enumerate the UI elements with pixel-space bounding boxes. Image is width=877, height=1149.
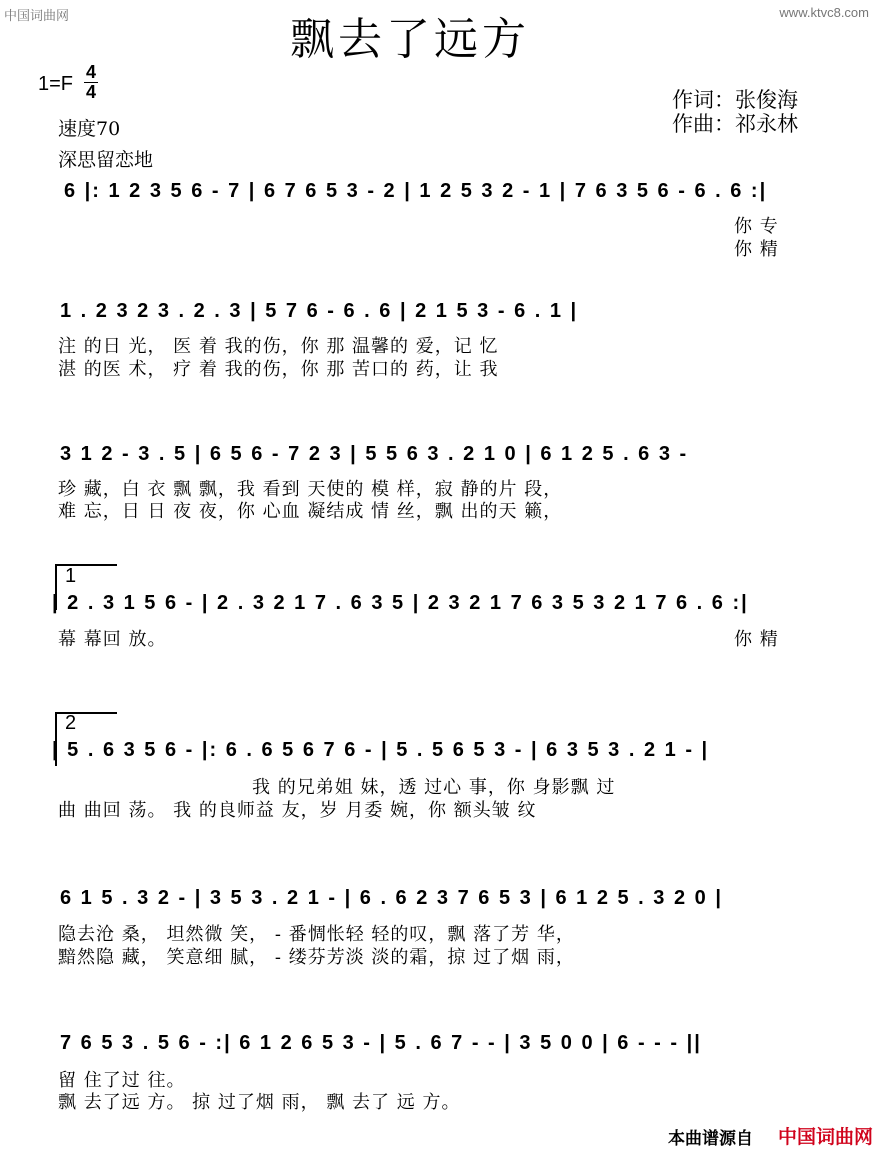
lyric-verse-1: 我 的兄弟姐 妹，透 过心 事，你 身影飘 过 bbox=[252, 777, 616, 798]
time-signature-bottom: 4 bbox=[85, 82, 96, 102]
watermark-left: 中国词曲网 bbox=[4, 8, 70, 23]
tempo-label: 速度70 bbox=[58, 118, 121, 140]
lyric-verse-2: 飘 去了远 方。 掠 过了烟 雨， 飘 去了 远 方。 bbox=[58, 1092, 461, 1113]
lyric-verse-1: 留 住了过 往。 bbox=[58, 1070, 186, 1091]
notation-line: | 5 . 6 3 5 6 - |: 6 . 6 5 6 7 6 - | 5 . 5 6 5 3 - | 6 3 5 3 . 2 1 - | bbox=[52, 739, 710, 761]
time-signature bbox=[84, 63, 98, 101]
lyricist: 作词：张俊海 bbox=[672, 88, 798, 112]
key-signature: 1=F bbox=[38, 73, 74, 95]
footer-site-link[interactable]: 中国词曲网 bbox=[778, 1126, 874, 1148]
lyric-verse-2: 难 忘，日 日 夜 夜，你 心血 凝结成 情 丝，飘 出的天 籁， bbox=[58, 501, 563, 522]
expression-label: 深思留恋地 bbox=[58, 149, 154, 171]
lyric-verse-1: 幕 幕回 放。 bbox=[58, 629, 167, 650]
lyric-verse-1: 你 专 bbox=[734, 216, 779, 237]
lyric-verse-1: 珍 藏，白 衣 飘 飘，我 看到 天使的 模 样，寂 静的片 段， bbox=[58, 479, 563, 500]
lyric-verse-2: 曲 曲回 荡。 我 的良师益 友，岁 月委 婉，你 额头皱 纹 bbox=[58, 800, 537, 821]
lyric-verse-1: 隐去沧 桑， 坦然微 笑， - 番惆怅轻 轻的叹，飘 落了芳 华， bbox=[58, 924, 575, 945]
notation-line: | 2 . 3 1 5 6 - | 2 . 3 2 1 7 . 6 3 5 | 2 3 2 1 7 6 3 5 3 2 1 7 6 . 6 :| bbox=[52, 592, 749, 614]
volta-number: 1 bbox=[65, 565, 77, 587]
lyric-verse-2: 你 精 bbox=[734, 629, 779, 650]
lyric-verse-1: 注 的日 光， 医 着 我的伤，你 那 温馨的 爱，记 忆 bbox=[58, 336, 499, 357]
footer-source: 本曲谱源自 bbox=[668, 1129, 753, 1149]
notation-line: 6 |: 1 2 3 5 6 - 7 | 6 7 6 5 3 - 2 | 1 2 5 3 2 - 1 | 7 6 3 5 6 - 6 . 6 :| bbox=[64, 180, 768, 202]
notation-line: 7 6 5 3 . 5 6 - :| 6 1 2 6 5 3 - | 5 . 6 7 - - | 3 5 0 0 | 6 - - - || bbox=[60, 1032, 702, 1054]
lyric-verse-2: 湛 的医 术， 疗 着 我的伤，你 那 苦口的 药，让 我 bbox=[58, 359, 499, 380]
composer: 作曲：祁永林 bbox=[672, 112, 798, 136]
notation-line: 1 . 2 3 2 3 . 2 . 3 | 5 7 6 - 6 . 6 | 2 1 5 3 - 6 . 1 | bbox=[60, 300, 579, 322]
notation-line: 3 1 2 - 3 . 5 | 6 5 6 - 7 2 3 | 5 5 6 3 . 2 1 0 | 6 1 2 5 . 6 3 - bbox=[60, 443, 689, 465]
time-signature-top: 4 bbox=[85, 62, 96, 82]
volta-number: 2 bbox=[65, 712, 77, 734]
notation-line: 6 1 5 . 3 2 - | 3 5 3 . 2 1 - | 6 . 6 2 3 7 6 5 3 | 6 1 2 5 . 3 2 0 | bbox=[60, 887, 723, 909]
song-title: 飘去了远方 bbox=[290, 14, 530, 65]
lyric-verse-2: 黯然隐 藏， 笑意细 腻， - 缕芬芳淡 淡的霜，掠 过了烟 雨， bbox=[58, 947, 575, 968]
watermark-right: www.ktvc8.com bbox=[779, 5, 869, 20]
lyric-verse-2: 你 精 bbox=[734, 239, 779, 260]
